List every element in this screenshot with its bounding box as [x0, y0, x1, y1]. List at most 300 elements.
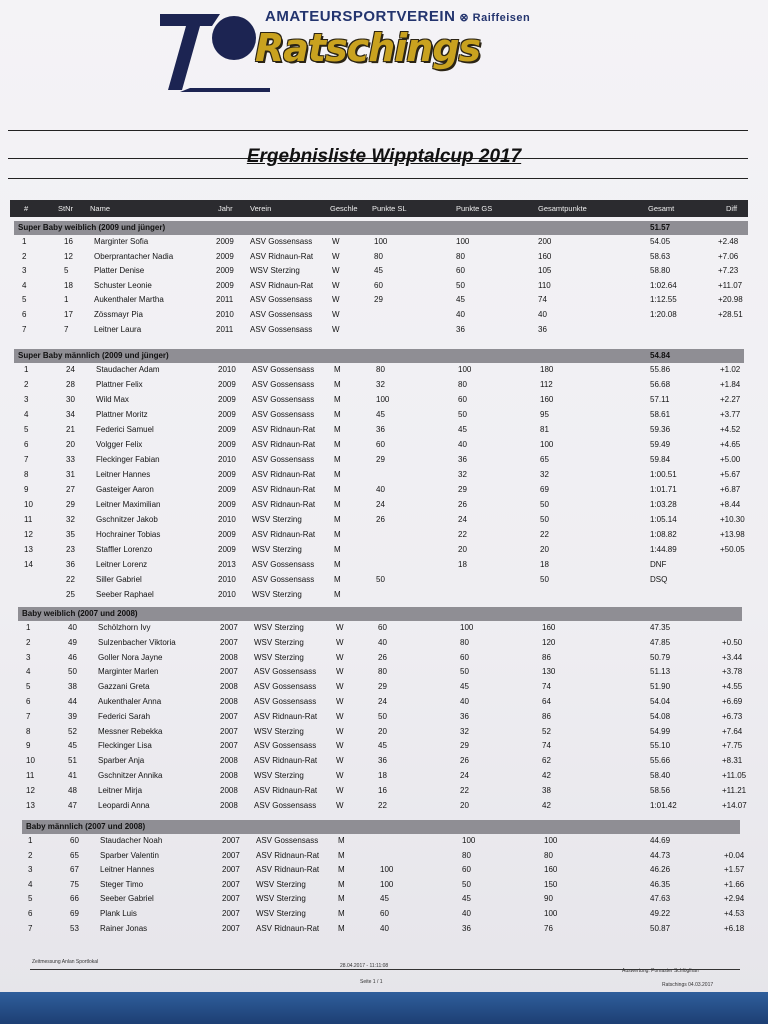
cell-total-time: 1:05.14 — [650, 515, 677, 524]
cell-rank: 13 — [26, 800, 35, 810]
cell-diff: +6.69 — [722, 697, 743, 706]
cell-rank: 5 — [26, 682, 31, 692]
cell-points-sl: 16 — [378, 785, 387, 795]
cell-total-time: 55.10 — [650, 741, 671, 751]
cell-points-gs: 80 — [458, 380, 467, 389]
cell-total-points: 52 — [542, 726, 551, 736]
cell-name: Plattner Felix — [96, 380, 143, 389]
cell-points-gs: 40 — [458, 440, 467, 449]
cell-gender: W — [336, 785, 344, 795]
table-row — [0, 850, 760, 864]
cell-total-time: 1:20.08 — [650, 310, 677, 319]
cell-points-gs: 50 — [458, 410, 467, 419]
table-row — [0, 770, 760, 784]
cell-points-sl: 60 — [378, 623, 387, 632]
cell-club: ASV Ridnaun-Rat — [254, 711, 318, 721]
cell-rank: 4 — [28, 879, 33, 889]
cell-gender: W — [332, 237, 340, 246]
cell-club: ASV Ridnaun-Rat — [256, 850, 320, 860]
cell-total-time: 54.04 — [650, 697, 671, 706]
cell-diff: +11.05 — [722, 771, 747, 780]
cell-club: ASV Gossensass — [254, 800, 317, 810]
cell-total-points: 69 — [540, 485, 549, 494]
cell-points-gs: 32 — [458, 470, 467, 479]
cell-points-sl: 50 — [376, 575, 385, 584]
cell-bib: 48 — [68, 785, 77, 795]
cell-points-gs: 80 — [462, 850, 471, 860]
table-row — [0, 785, 760, 799]
cell-total-points: 64 — [542, 697, 551, 706]
cell-year: 2009 — [216, 251, 234, 261]
cell-rank: 7 — [26, 711, 31, 721]
cell-club: ASV Gossensass — [254, 682, 317, 692]
cell-diff: +50.05 — [720, 545, 745, 554]
cell-name: Schölzhorn Ivy — [98, 623, 151, 632]
cell-bib: 1 — [64, 295, 69, 305]
cell-club: ASV Gossensass — [252, 410, 315, 419]
cell-gender: M — [334, 575, 341, 584]
cell-name: Plattner Moritz — [96, 410, 148, 419]
cell-gender: W — [332, 310, 340, 319]
cell-total-time: 1:03.28 — [650, 500, 677, 509]
table-row — [0, 364, 760, 378]
table-row — [0, 864, 760, 878]
cell-year: 2009 — [218, 500, 236, 509]
cell-total-points: 160 — [544, 865, 558, 875]
cell-bib: 40 — [68, 623, 77, 632]
cell-total-time: 58.61 — [650, 410, 671, 419]
cell-bib: 24 — [66, 365, 75, 374]
cell-diff: +4.55 — [722, 682, 743, 692]
cell-points-gs: 45 — [456, 295, 465, 305]
footer-evaluation: Auswertung: Pomaster Schlöglhan — [622, 968, 699, 974]
cell-points-gs: 60 — [458, 395, 467, 404]
cell-bib: 50 — [68, 667, 77, 677]
table-row — [0, 394, 760, 408]
cell-rank: 1 — [26, 623, 31, 632]
cell-gender: M — [334, 560, 341, 569]
cell-year: 2009 — [218, 545, 236, 554]
cell-total-points: 42 — [542, 771, 551, 780]
cell-total-points: 160 — [538, 251, 552, 261]
cell-points-gs: 40 — [456, 310, 465, 319]
cell-gender: W — [336, 667, 344, 677]
cell-diff: +4.65 — [720, 440, 741, 449]
cell-year: 2007 — [222, 850, 240, 860]
club-logo — [160, 8, 580, 98]
cell-total-points: 18 — [540, 560, 549, 569]
cell-year: 2009 — [216, 237, 234, 246]
cell-bib: 65 — [70, 850, 79, 860]
cell-year: 2007 — [220, 711, 238, 721]
cell-points-gs: 29 — [460, 741, 469, 751]
cell-rank: 6 — [28, 909, 33, 918]
cell-gender: M — [334, 425, 341, 434]
cell-year: 2008 — [220, 682, 238, 692]
table-row — [0, 923, 760, 937]
cell-name: Oberprantacher Nadia — [94, 251, 174, 261]
table-row — [0, 454, 760, 468]
cell-year: 2009 — [216, 266, 234, 276]
cell-diff: +7.64 — [722, 726, 743, 736]
cell-diff: +0.04 — [724, 850, 745, 860]
cell-total-time: 58.63 — [650, 251, 671, 261]
group-header — [14, 221, 748, 235]
cell-rank: 4 — [26, 667, 31, 677]
cell-gender: M — [334, 365, 341, 374]
col-total-points: Gesamtpunkte — [538, 204, 587, 213]
cell-diff: +2.94 — [724, 894, 745, 904]
cell-gender: W — [332, 266, 340, 276]
cell-points-sl: 45 — [374, 266, 383, 276]
cell-rank: 7 — [22, 324, 27, 334]
cell-year: 2009 — [218, 380, 236, 389]
table-row — [0, 544, 760, 558]
table-row — [0, 893, 760, 907]
cell-points-gs: 60 — [460, 652, 469, 662]
table-row — [0, 800, 760, 814]
cell-name: Hochrainer Tobias — [96, 530, 161, 539]
cell-bib: 23 — [66, 545, 75, 554]
cell-year: 2009 — [218, 395, 236, 404]
cell-year: 2009 — [218, 440, 236, 449]
cell-points-sl: 80 — [378, 667, 387, 677]
cell-points-gs: 80 — [456, 251, 465, 261]
cell-points-gs: 24 — [458, 515, 467, 524]
cell-diff: +7.23 — [718, 266, 739, 276]
table-row — [0, 755, 760, 769]
group-best-time: 54.84 — [650, 351, 671, 360]
cell-club: ASV Gossensass — [254, 741, 317, 751]
cell-gender: M — [334, 395, 341, 404]
cell-total-points: 65 — [540, 455, 549, 464]
group-header — [14, 349, 744, 363]
footer-place-date: Ratschings 04.03.2017 — [662, 982, 714, 988]
cell-year: 2008 — [220, 756, 238, 766]
cell-total-points: 100 — [544, 836, 558, 845]
cell-total-time: 54.08 — [650, 711, 671, 721]
cell-bib: 22 — [66, 575, 75, 584]
cell-name: Leitner Mirja — [98, 785, 143, 795]
cell-year: 2009 — [218, 530, 236, 539]
cell-year: 2009 — [218, 425, 236, 434]
screen-bezel — [0, 992, 768, 1024]
cell-bib: 7 — [64, 324, 69, 334]
cell-name: Leitner Maximilian — [96, 500, 161, 509]
cell-gender: W — [336, 682, 344, 692]
cell-gender: W — [336, 741, 344, 751]
sponsor-text: ⊗ Raiffeisen — [459, 12, 531, 24]
table-row — [0, 622, 760, 636]
cell-name: Fleckinger Lisa — [98, 741, 152, 751]
cell-points-sl: 60 — [380, 909, 389, 918]
cell-name: Gasteiger Aaron — [96, 485, 154, 494]
cell-total-time: 59.49 — [650, 440, 671, 449]
cell-diff: +7.06 — [718, 251, 739, 261]
cell-year: 2007 — [220, 667, 238, 677]
cell-diff: +1.66 — [724, 879, 745, 889]
cell-rank: 3 — [24, 395, 29, 404]
cell-points-sl: 36 — [378, 756, 387, 766]
cell-rank: 8 — [24, 470, 29, 479]
table-row — [0, 740, 760, 754]
cell-points-gs: 22 — [460, 785, 469, 795]
cell-points-gs: 60 — [462, 865, 471, 875]
cell-diff: +28.51 — [718, 310, 743, 319]
cell-bib: 51 — [68, 756, 77, 766]
group-title: Super Baby weiblich (2009 und jünger) — [18, 223, 166, 232]
cell-total-time: 50.87 — [650, 923, 671, 933]
cell-total-points: 150 — [544, 879, 558, 889]
cell-bib: 60 — [70, 836, 79, 845]
cell-gender: M — [334, 530, 341, 539]
brand-name: Ratschings — [255, 26, 481, 70]
cell-points-sl: 40 — [378, 637, 387, 647]
column-header-bar — [10, 200, 748, 217]
cell-diff: +1.57 — [724, 865, 745, 875]
col-name: Name — [90, 204, 111, 213]
cell-diff: +3.44 — [722, 652, 743, 662]
cell-name: Leitner Lorenz — [96, 560, 148, 569]
cell-club: ASV Ridnaun-Rat — [254, 785, 318, 795]
cell-points-gs: 29 — [458, 485, 467, 494]
cell-club: ASV Gossensass — [250, 237, 313, 246]
table-row — [0, 514, 760, 528]
cell-points-sl: 80 — [376, 365, 385, 374]
cell-diff: +1.02 — [720, 365, 741, 374]
cell-rank: 9 — [24, 485, 29, 494]
cell-diff: +3.77 — [720, 410, 741, 419]
cell-total-time: 47.85 — [650, 637, 671, 647]
cell-gender: M — [334, 485, 341, 494]
cell-gender: W — [332, 280, 340, 290]
cell-year: 2007 — [220, 726, 238, 736]
cell-bib: 69 — [70, 909, 79, 918]
cell-club: WSV Sterzing — [252, 515, 302, 524]
cell-total-time: 1:44.89 — [650, 545, 677, 554]
cell-diff: +4.53 — [724, 909, 745, 918]
cell-bib: 31 — [66, 470, 75, 479]
cell-year: 2008 — [220, 652, 238, 662]
cell-diff: +13.98 — [720, 530, 745, 539]
table-row — [0, 469, 760, 483]
cell-gender: W — [336, 726, 344, 736]
col-bib: StNr — [58, 204, 73, 213]
cell-year: 2010 — [218, 455, 236, 464]
cell-total-time: 50.79 — [650, 652, 671, 662]
cell-name: Wild Max — [96, 395, 129, 404]
cell-bib: 44 — [68, 697, 77, 706]
cell-total-time: 1:02.64 — [650, 280, 677, 290]
table-row — [0, 309, 760, 323]
cell-total-points: 74 — [538, 295, 547, 305]
cell-diff: +7.75 — [722, 741, 743, 751]
cell-name: Leopardi Anna — [98, 800, 150, 810]
cell-year: 2010 — [218, 575, 236, 584]
cell-points-sl: 100 — [376, 395, 390, 404]
cell-year: 2008 — [220, 800, 238, 810]
cell-rank: 2 — [28, 850, 33, 860]
cell-total-points: 81 — [540, 425, 549, 434]
cell-points-gs: 45 — [458, 425, 467, 434]
page-title: Ergebnisliste Wipptalcup 2017 — [246, 146, 522, 167]
cell-total-time: 56.68 — [650, 380, 671, 389]
table-row — [0, 666, 760, 680]
cell-total-time: 58.80 — [650, 266, 671, 276]
cell-name: Staudacher Noah — [100, 836, 163, 845]
table-row — [0, 439, 760, 453]
cell-diff: +6.73 — [722, 711, 743, 721]
cell-points-gs: 80 — [460, 637, 469, 647]
cell-rank: 5 — [22, 295, 27, 305]
cell-bib: 41 — [68, 771, 77, 780]
cell-rank: 6 — [24, 440, 29, 449]
cell-bib: 12 — [64, 251, 73, 261]
cell-points-gs: 22 — [458, 530, 467, 539]
cell-gender: M — [334, 515, 341, 524]
cell-bib: 29 — [66, 500, 75, 509]
cell-total-points: 40 — [538, 310, 547, 319]
cell-name: Goller Nora Jayne — [98, 652, 163, 662]
table-row — [0, 835, 760, 849]
cell-diff: +10.30 — [720, 515, 745, 524]
cell-points-gs: 100 — [460, 623, 474, 632]
cell-bib: 5 — [64, 266, 69, 276]
cell-year: 2011 — [216, 295, 234, 305]
cell-gender: M — [334, 500, 341, 509]
cell-points-sl: 29 — [374, 295, 383, 305]
cell-total-time: 1:08.82 — [650, 530, 677, 539]
cell-diff: +11.07 — [718, 280, 743, 290]
cell-diff: +1.84 — [720, 380, 741, 389]
cell-diff: +5.00 — [720, 455, 741, 464]
cell-points-gs: 100 — [462, 836, 476, 845]
cell-points-sl: 29 — [378, 682, 387, 692]
cell-gender: W — [332, 251, 340, 261]
cell-bib: 32 — [66, 515, 75, 524]
cell-total-points: 100 — [540, 440, 554, 449]
cell-year: 2007 — [220, 623, 238, 632]
cell-name: Seeber Raphael — [96, 590, 154, 599]
cell-year: 2009 — [218, 470, 236, 479]
cell-year: 2010 — [218, 365, 236, 374]
cell-club: ASV Ridnaun-Rat — [252, 440, 316, 449]
cell-bib: 25 — [66, 590, 75, 599]
table-row — [0, 529, 760, 543]
cell-total-time: DNF — [650, 560, 667, 569]
cell-gender: W — [332, 295, 340, 305]
cell-gender: M — [334, 470, 341, 479]
cell-rank: 7 — [28, 923, 33, 933]
cell-points-gs: 26 — [460, 756, 469, 766]
club-name-text: AMATEURSPORTVEREIN — [265, 8, 456, 25]
cell-name: Gschnitzer Jakob — [96, 515, 158, 524]
cell-name: Rainer Jonas — [100, 923, 148, 933]
cell-bib: 18 — [64, 280, 73, 290]
cell-gender: W — [332, 324, 340, 334]
cell-gender: W — [336, 756, 344, 766]
cell-bib: 36 — [66, 560, 75, 569]
group-title: Baby männlich (2007 und 2008) — [26, 822, 146, 831]
cell-club: WSV Sterzing — [256, 909, 306, 918]
cell-bib: 33 — [66, 455, 75, 464]
cell-club: ASV Gossensass — [252, 380, 315, 389]
cell-club: ASV Ridnaun-Rat — [250, 280, 314, 290]
cell-total-time: 58.56 — [650, 785, 671, 795]
col-diff: Diff — [726, 204, 738, 213]
cell-name: Leitner Hannes — [96, 470, 151, 479]
cell-total-points: 86 — [542, 652, 551, 662]
cell-diff: +8.44 — [720, 500, 741, 509]
cell-club: ASV Gossensass — [254, 667, 317, 677]
cell-year: 2011 — [216, 324, 234, 334]
footer-timestamp: 28.04.2017 - 11:11:08 — [340, 963, 389, 969]
cell-points-gs: 32 — [460, 726, 469, 736]
cell-rank: 11 — [26, 771, 35, 780]
cell-points-sl: 60 — [374, 280, 383, 290]
table-row — [0, 879, 760, 893]
cell-points-sl: 45 — [380, 894, 389, 904]
cell-points-sl: 26 — [378, 652, 387, 662]
cell-points-sl: 24 — [376, 500, 385, 509]
col-rank: # — [24, 204, 29, 213]
cell-total-points: 95 — [540, 410, 549, 419]
cell-name: Sparber Anja — [98, 756, 145, 766]
cell-name: Seeber Gabriel — [100, 894, 154, 904]
cell-rank: 5 — [24, 425, 29, 434]
cell-club: ASV Ridnaun-Rat — [252, 425, 316, 434]
cell-total-points: 50 — [540, 500, 549, 509]
cell-points-gs: 36 — [458, 455, 467, 464]
cell-gender: M — [334, 440, 341, 449]
cell-year: 2007 — [220, 741, 238, 751]
cell-points-gs: 100 — [456, 237, 470, 246]
cell-club: ASV Ridnaun-Rat — [256, 865, 320, 875]
cell-total-time: 51.90 — [650, 682, 671, 692]
cell-total-points: 62 — [542, 756, 551, 766]
table-row — [0, 589, 760, 603]
cell-total-time: 46.35 — [650, 879, 671, 889]
cell-total-points: 180 — [540, 365, 554, 374]
table-row — [0, 424, 760, 438]
club-name — [265, 8, 530, 25]
cell-diff: +11.21 — [722, 785, 747, 795]
col-club: Verein — [250, 204, 272, 213]
cell-gender: W — [336, 652, 344, 662]
table-row — [0, 711, 760, 725]
cell-gender: M — [338, 865, 345, 875]
cell-points-sl: 26 — [376, 515, 385, 524]
table-row — [0, 379, 760, 393]
cell-points-gs: 36 — [456, 324, 465, 334]
cell-total-points: 86 — [542, 711, 551, 721]
cell-total-time: 55.66 — [650, 756, 671, 766]
cell-bib: 47 — [68, 800, 77, 810]
cell-total-points: 90 — [544, 894, 553, 904]
cell-gender: M — [334, 380, 341, 389]
cell-total-time: DSQ — [650, 575, 668, 584]
table-row — [0, 499, 760, 513]
cell-diff: +8.31 — [722, 756, 743, 766]
cell-rank: 10 — [24, 500, 33, 509]
cell-year: 2007 — [222, 923, 240, 933]
club-logo-mark-icon — [160, 8, 270, 98]
table-row — [0, 236, 760, 250]
table-row — [0, 409, 760, 423]
cell-bib: 17 — [64, 310, 73, 319]
cell-year: 2008 — [220, 771, 238, 780]
cell-gender: M — [334, 455, 341, 464]
